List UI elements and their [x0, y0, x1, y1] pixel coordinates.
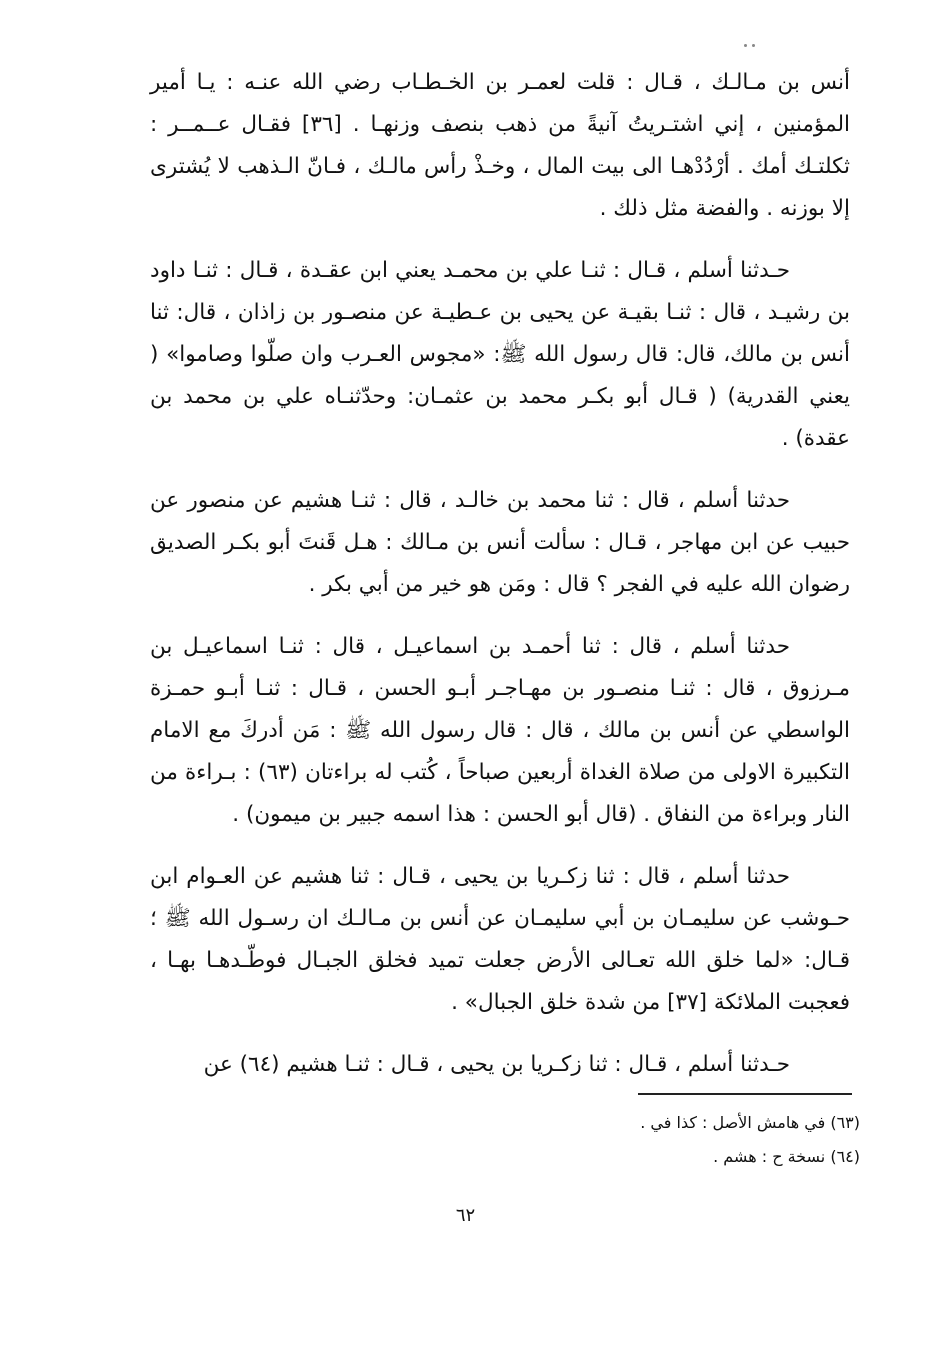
- footnotes: [380, 1106, 860, 1174]
- paragraph-3: حدثنا أسلم ، قال : ثنا محمد بن خالـد ، قال : ثنـا هشيم عن منصور عن حبيب عن ابن مهاجر ، قـال : سألت أنس بن مـالك : هـل قَنتَ أبو بكـر الصديق رضوان الله عليه في الفجر ؟ قال : ومَن هو خير من أبي بكر .: [150, 488, 850, 597]
- footnote-63: (٦٣) في هامش الأصل : كذا في .: [640, 1113, 860, 1132]
- footnote-64: (٦٤) نسخة ح : هشم .: [713, 1147, 860, 1166]
- paragraph-5: حدثنا أسلم ، قال : ثنا زكـريا بن يحيى ، قـال : ثنا هشيم عن العـوام ابن حـوشب عن سليمـان بن أبي سليمـان عن أنس بن مـالـك ان رسـول الله ﷺ ؛ قـال: «لما خلق الله تعـالى الأرض جعلت تميد فخلق الجبـال فوطّـدهـا بهـا ، فعجبت الملائكة [٣٧] من شدة خلق الجبال» .: [150, 864, 850, 1015]
- page-number: ٦٢: [455, 1205, 476, 1226]
- main-text: [150, 62, 850, 1106]
- paragraph-2: حـدثنا أسلم ، قـال : ثنـا علي بن محمـد يعني ابن عقـدة ، قـال : ثنـا داود بن رشيـد ، قال : ثنـا بقيـة عن يحيى بن عـطيـة عن منصـور بن زاذان ، قال: ثنا أنس بن مالك، قال: قال رسول الله ﷺ: «مجوس العـرب وان صلّوا وصاموا» ( يعني القدرية) ( قـال أبو بكـر محمد بن عثمـان: وحدّثنـاه علي بن محمد بن عقدة) .: [150, 258, 850, 451]
- paragraph-6: حـدثنا أسلم ، قـال : ثنا زكـريا بن يحيى ، قـال : ثنـا هشيم (٦٤) عن: [203, 1052, 790, 1077]
- paragraph-4: حدثنا أسلم ، قال : ثنا أحمـد بن اسماعيـل ، قال : ثنـا اسماعيـل بن مـرزوق ، قال : ثنـا منصـور بن مهـاجـر أبـو الحسن ، قـال : ثنـا أبـو حمـزة الواسطي عن أنس بن مالك ، قال : قال رسول الله ﷺ : مَن أدركَ مع الامام التكبيرة الاولى من صلاة الغداة أربعين صباحاً ، كُتب له براءتان (٦٣) : بـراءة من النار وبراءة من النفاق . (قال أبو الحسن : هذا اسمه جبير بن ميمون) .: [150, 634, 850, 827]
- paragraph-1: أنس بن مـالـك ، قـال : قلت لعمـر بن الخـطـاب رضي الله عنـه : يـا أمير المؤمنين ، إني اشتـريتُ آنيةً من ذهب بنصف وزنهـا . [٣٦] فقـال عــمــر : ثكلتـك أمك . أرْدُدْهـا الى بيت المال ، وخـذْ رأس مالـك ، فـانّ الـذهب لا يُشترى إلا بوزنه . والفضة مثل ذلك .: [150, 70, 850, 221]
- footnote-divider: [638, 1093, 852, 1095]
- margin-dots: [744, 32, 772, 36]
